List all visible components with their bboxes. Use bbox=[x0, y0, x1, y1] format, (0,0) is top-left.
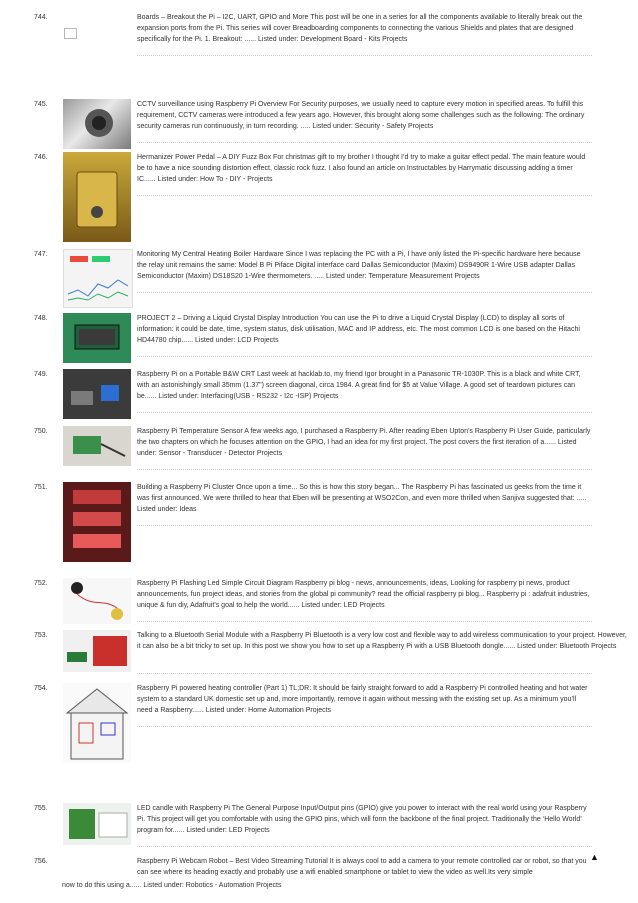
item-thumbnail[interactable] bbox=[63, 683, 131, 763]
up-arrow-icon[interactable]: ▲ bbox=[590, 852, 599, 862]
item-thumbnail[interactable] bbox=[63, 313, 131, 363]
divider bbox=[137, 195, 592, 196]
divider bbox=[137, 142, 592, 143]
camera-icon bbox=[63, 99, 131, 149]
item-text[interactable]: LED candle with Raspberry Pi The General Purpose Input/Output pins (GPIO) give you power to interact with the real world using your Raspberry Pi. This project will get you comfortable with using the GPIO pins, which will form the backbone of the final project. Traditionally the ‘Hello World’ program for...... Listed under: LED Projects bbox=[137, 805, 587, 834]
item-number: 753. bbox=[34, 632, 48, 639]
cluster-icon bbox=[63, 482, 131, 562]
house-diagram-icon bbox=[63, 683, 131, 763]
item-text[interactable]: Boards – Breakout the Pi – I2C, UART, GPIO and More This post will be one in a series for all the components available to literally break out the expansion ports from the Pi. This series will cover Breadboarding components to connecting the various Shields and plates that are designed specifically for the Pi. 1. Breakout: ...... Listed under: Development Board - Kits Projects bbox=[137, 14, 583, 43]
item-thumbnail[interactable] bbox=[63, 99, 131, 149]
item-number: 754. bbox=[34, 685, 48, 692]
lcd-board-icon bbox=[63, 313, 131, 363]
item-number: 744. bbox=[34, 14, 48, 21]
item-number: 751. bbox=[34, 484, 48, 491]
divider bbox=[137, 412, 592, 413]
item-text[interactable]: CCTV surveillance using Raspberry Pi Overview For Security purposes, we usually need to capture every motion in specified areas. To fulfill this requirement, CCTV cameras were introduced a few years ago. However, this brought along some challenges such as the following: The ordinary security cameras run continuously, in turn recording. ..... Listed under: Security - Safety Projects bbox=[137, 101, 585, 130]
led-circuit-icon bbox=[63, 578, 131, 624]
divider bbox=[137, 469, 592, 470]
item-thumbnail[interactable] bbox=[63, 152, 131, 242]
item-text[interactable]: Raspberry Pi on a Portable B&W CRT Last week at hacklab.to, my friend Igor brought in a Panasonic TR-1030P. This is a black and white CRT, with an astonishingly small 35mm (1.37") screen diagonal, circa 1984. A great find for $5 at Value Village. A good set of teardown pictures can be...... Listed under: Interfacing(USB - RS232 - I2c -ISP) Projects bbox=[137, 371, 581, 400]
pedal-icon bbox=[63, 152, 131, 242]
item-thumbnail[interactable] bbox=[63, 369, 131, 419]
item-number: 745. bbox=[34, 101, 48, 108]
broken-image-icon bbox=[64, 28, 77, 39]
item-number: 750. bbox=[34, 428, 48, 435]
item-text[interactable]: Monitoring My Central Heating Boiler Hardware Since I was replacing the PC with a Pi, I have only listed the Pi-specific hardware here because the relay unit remains the same: Model B Pi Piface Digital interface card Dallas Semiconductor (Maxim) DS9490R 1-Wire USB adapter Dallas Semiconductor (Maxim) DS18S20 1-Wire thermometers. ..... Listed under: Temperature Measurement Projects bbox=[137, 251, 581, 280]
item-number: 752. bbox=[34, 580, 48, 587]
item-text[interactable]: Raspberry Pi powered heating controller (Part 1) TL;DR: It should be fairly straight forward to add a Raspberry Pi controlled heating and hot water system to a standard UK domestic set up and, more importantly, remove it again without messing with the existing set up. As a minimum you’ll need a Raspberry...... Listed under: Home Automation Projects bbox=[137, 685, 588, 714]
divider bbox=[137, 356, 592, 357]
item-thumbnail[interactable] bbox=[63, 630, 131, 672]
item-text[interactable]: Building a Raspberry Pi Cluster Once upon a time... So this is how this story began... The Raspberry Pi has fascinated us geeks from the time it was first announced. We were thrilled to hear that Eben will be presenting at WSO2Con, and even more thrilled when Sanjiva suggested that: ..... Listed under: Ideas bbox=[137, 484, 587, 513]
item-text[interactable]: Raspberry Pi Temperature Sensor A few weeks ago, I purchased a Raspberry Pi. After reading Eben Upton’s Raspberry Pi User Guide, particularly the two chapters on which he focuses attention on the GPIO, I had an idea for my first project. The post covers the first iteration of a...... Listed under: Sensor - Transducer - Detector Projects bbox=[137, 428, 591, 457]
item-number: 749. bbox=[34, 371, 48, 378]
item-number: 756. bbox=[34, 858, 48, 865]
item-text[interactable]: Raspberry Pi Webcam Robot – Best Video Streaming Tutorial It is always cool to add a camera to your remote controlled car or robot, so that you can see where its heading exactly and probably use a wifi enabled smartphone or tablet to view the video as well.Its very simple bbox=[137, 858, 587, 876]
item-thumbnail[interactable] bbox=[63, 249, 133, 308]
item-text[interactable]: PROJECT 2 – Driving a Liquid Crystal Display Introduction You can use the Pi to drive a Liquid Crystal Display (LCD) to display all sorts of information: it could be date, time, system status, disk utilisation, MAC and IP address, etc. The most common LCD is one based on the Hitachi HD44780 chip...... Listed under: LCD Projects bbox=[137, 315, 580, 344]
divider bbox=[137, 525, 592, 526]
chart-screenshot-icon bbox=[64, 250, 132, 307]
item-number: 748. bbox=[34, 315, 48, 322]
item-number: 755. bbox=[34, 805, 48, 812]
item-text[interactable]: Talking to a Bluetooth Serial Module with a Raspberry Pi Bluetooth is a very low cost and flexible way to add wireless communication to your project. However, it can also be a bit tricky to set up. In this post we show you how to set up a Raspberry Pi with a USB Bluetooth dongle...... Listed under: Bluetooth Projects bbox=[137, 632, 627, 650]
item-thumbnail[interactable] bbox=[63, 482, 131, 562]
crt-icon bbox=[63, 369, 131, 419]
divider bbox=[137, 673, 592, 674]
breadboard-icon bbox=[63, 803, 131, 845]
item-text[interactable]: Raspberry Pi Flashing Led Simple Circuit Diagram Raspberry pi blog - news, announcements, ideas, Looking for raspberry pi news, product announcements, fun project ideas, and stories from the global pi community? read the official raspberry pi blog... Raspberry pi : adafruit industries, unique & fun diy, Adafruit’s goal to help the world...... Listed under: LED Projects bbox=[137, 580, 590, 609]
divider bbox=[137, 55, 592, 56]
divider bbox=[137, 292, 592, 293]
divider bbox=[137, 726, 592, 727]
item-number: 746. bbox=[34, 154, 48, 161]
item-text[interactable]: Hermanizer Power Pedal – A DIY Fuzz Box For christmas gift to my brother I thought I’d try to make a guitar effect pedal. The main feature would be to have a nice sounding distortion effect, classic rock fuzz. I also found an article on Instructables by Harrymatic discussing adding a timer IC...... Listed under: How To - DIY - Projects bbox=[137, 154, 586, 183]
divider bbox=[137, 621, 592, 622]
item-thumbnail[interactable] bbox=[63, 426, 131, 466]
sensor-icon bbox=[63, 426, 131, 466]
item-text-continuation: now to do this using a...... Listed under: Robotics - Automation Projects bbox=[62, 882, 282, 889]
divider bbox=[137, 846, 592, 847]
item-thumbnail[interactable] bbox=[63, 803, 131, 845]
item-number: 747. bbox=[34, 251, 48, 258]
bluetooth-board-icon bbox=[63, 630, 131, 672]
item-thumbnail[interactable] bbox=[63, 578, 131, 624]
